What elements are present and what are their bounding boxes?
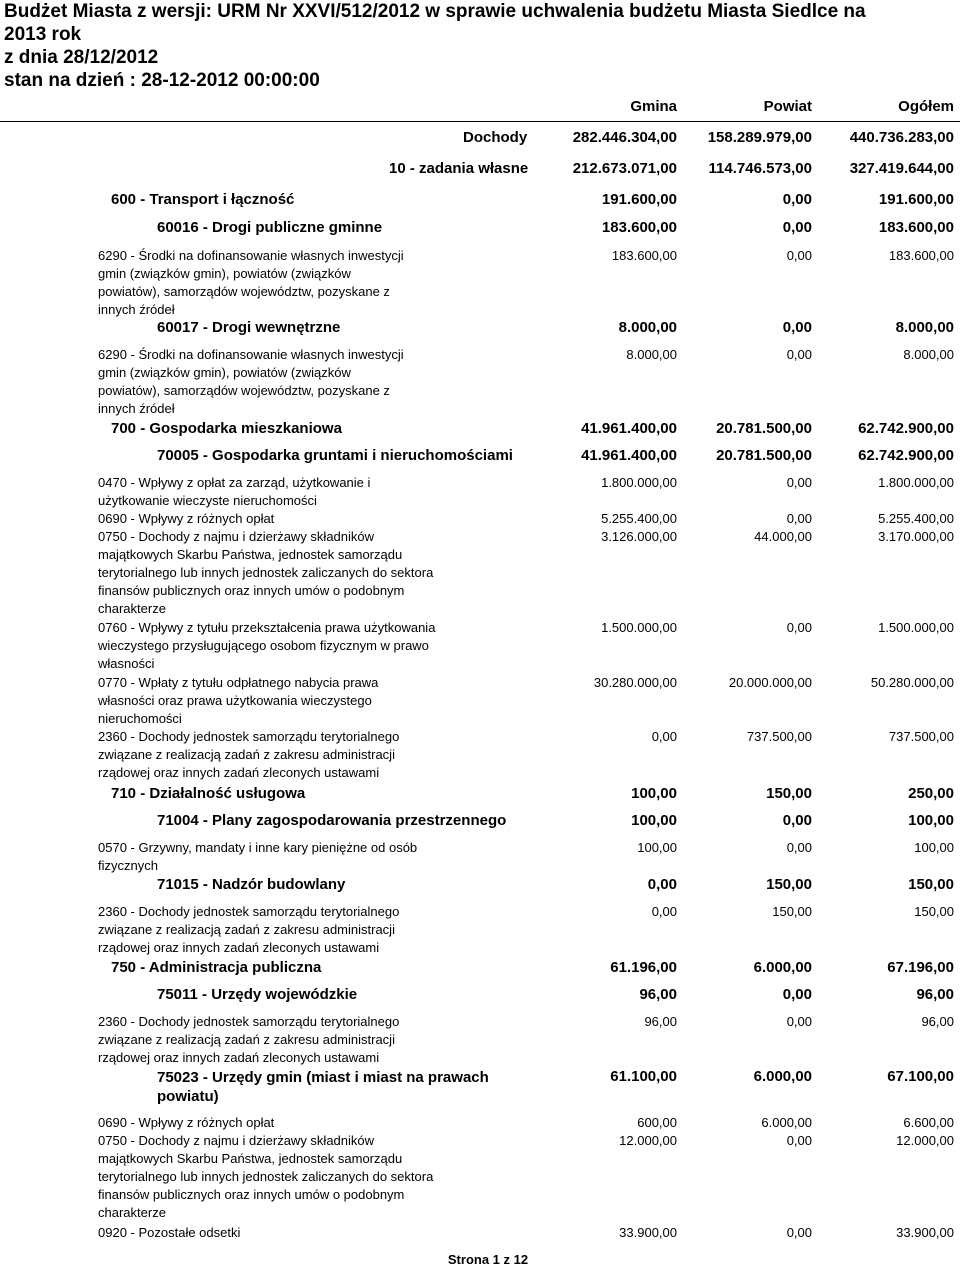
rozdzial-70005-ogolem: 62.742.900,00 (858, 447, 954, 464)
paragraf-0690b-ogolem: 6.600,00 (903, 1115, 954, 1130)
paragraf-0760-powiat: 0,00 (786, 620, 812, 635)
rozdzial-71015-gmina: 0,00 (647, 876, 677, 893)
paragraf-0570-powiat: 0,00 (786, 840, 812, 855)
paragraf-0750b-ogolem: 12.000,00 (896, 1133, 954, 1148)
dzial-700-powiat: 20.781.500,00 (716, 420, 812, 437)
dzial-750-powiat: 6.000,00 (753, 959, 812, 976)
paragraf-0570-label: 0570 - Grzywny, mandaty i inne kary pieniężne od osób fizycznych (98, 840, 418, 873)
rozdzial-60017-powiat: 0,00 (782, 319, 812, 336)
dzial-700-gmina: 41.961.400,00 (581, 420, 677, 437)
paragraf-0690a-gmina: 5.255.400,00 (601, 511, 677, 526)
rozdzial-75011-gmina: 96,00 (639, 986, 677, 1003)
paragraf-0770-powiat: 20.000.000,00 (728, 675, 812, 690)
paragraf-6290b-powiat: 0,00 (786, 347, 812, 362)
dzial-750-label: 750 - Administracja publiczna (111, 959, 322, 976)
rozdzial-75023-gmina: 61.100,00 (610, 1068, 677, 1085)
paragraf-0750a-ogolem: 3.170.000,00 (878, 529, 954, 544)
paragraf-2360c-gmina: 96,00 (644, 1014, 677, 1029)
rozdzial-60016-label: 60016 - Drogi publiczne gminne (157, 219, 383, 236)
document-title (4, 0, 866, 92)
summary-zadania-ogolem: 327.419.644,00 (849, 160, 954, 177)
paragraf-0690a-ogolem: 5.255.400,00 (878, 511, 954, 526)
column-header-ogolem: Ogółem (898, 98, 954, 115)
paragraf-2360c-label: 2360 - Dochody jednostek samorządu terytorialnego związane z realizacją zadań z zakresu administracji rządowej oraz innych zadań zleconych ustawami (98, 1014, 400, 1065)
paragraf-0690b-powiat: 6.000,00 (761, 1115, 812, 1130)
paragraf-0470-powiat: 0,00 (786, 475, 812, 490)
paragraf-2360a-label: 2360 - Dochody jednostek samorządu terytorialnego związane z realizacją zadań z zakresu administracji rządowej oraz innych zadań zleconych ustawami (98, 729, 400, 780)
paragraf-2360c-ogolem: 96,00 (921, 1014, 954, 1029)
paragraf-2360b-powiat: 150,00 (772, 904, 812, 919)
dzial-710-gmina: 100,00 (631, 785, 677, 802)
paragraf-2360a-gmina: 0,00 (651, 729, 677, 744)
paragraf-0570-ogolem: 100,00 (914, 840, 954, 855)
rozdzial-70005-powiat: 20.781.500,00 (716, 447, 812, 464)
rozdzial-60016-ogolem: 183.600,00 (878, 219, 954, 236)
rozdzial-60016-powiat: 0,00 (782, 219, 812, 236)
rozdzial-75011-ogolem: 96,00 (916, 986, 954, 1003)
dzial-750-ogolem: 67.196,00 (887, 959, 954, 976)
page-footer (0, 1252, 960, 1267)
paragraf-0690b-gmina: 600,00 (637, 1115, 677, 1130)
dzial-700-ogolem: 62.742.900,00 (858, 420, 954, 437)
title-line-3: z dnia 28/12/2012 (4, 47, 159, 68)
summary-dochody-ogolem: 440.736.283,00 (849, 129, 954, 146)
paragraf-0750a-powiat: 44.000,00 (754, 529, 812, 544)
paragraf-6290a-gmina: 183.600,00 (611, 248, 677, 263)
paragraf-0760-label: 0760 - Wpływy z tytułu przekształcenia prawa użytkowania wieczystego przysługującego osobom fizycznym w prawo własności (98, 620, 436, 671)
rozdzial-71004-powiat: 0,00 (782, 812, 812, 829)
summary-dochody-powiat: 158.289.979,00 (707, 129, 812, 146)
column-header-gmina: Gmina (630, 98, 677, 115)
rozdzial-71004-ogolem: 100,00 (908, 812, 954, 829)
title-line-4: stan na dzień : 28-12-2012 00:00:00 (4, 70, 320, 91)
paragraf-0770-gmina: 30.280.000,00 (593, 675, 677, 690)
dzial-600-label: 600 - Transport i łączność (111, 191, 295, 208)
rozdzial-75023-ogolem: 67.100,00 (887, 1068, 954, 1085)
paragraf-0920-ogolem: 33.900,00 (896, 1225, 954, 1240)
paragraf-0760-gmina: 1.500.000,00 (601, 620, 677, 635)
rozdzial-60017-ogolem: 8.000,00 (895, 319, 954, 336)
title-line-1: Budżet Miasta z wersji: URM Nr XXVI/512/2012 w sprawie uchwalenia budżetu Miasta Siedlce na (4, 1, 866, 22)
paragraf-0690a-label: 0690 - Wpływy z różnych opłat (98, 511, 275, 526)
paragraf-0570-gmina: 100,00 (637, 840, 677, 855)
paragraf-0470-label: 0470 - Wpływy z opłat za zarząd, użytkowanie i użytkowanie wieczyste nieruchomości (98, 475, 371, 508)
title-line-2: 2013 rok (4, 24, 82, 45)
page-number: Strona 1 z 12 (447, 1252, 529, 1267)
paragraf-6290a-powiat: 0,00 (786, 248, 812, 263)
paragraf-0750b-label: 0750 - Dochody z najmu i dzierżawy składników majątkowych Skarbu Państwa, jednostek samorządu terytorialnego lub innych jednostek zaliczanych do sektora finansów publicznych oraz innych umów o podobnym charakterze (98, 1133, 434, 1220)
dzial-710-label: 710 - Działalność usługowa (111, 785, 306, 802)
dzial-750-gmina: 61.196,00 (610, 959, 677, 976)
paragraf-0920-label: 0920 - Pozostałe odsetki (98, 1225, 241, 1240)
paragraf-0750a-gmina: 3.126.000,00 (601, 529, 677, 544)
rozdzial-60017-gmina: 8.000,00 (618, 319, 677, 336)
paragraf-0690a-powiat: 0,00 (786, 511, 812, 526)
paragraf-0920-gmina: 33.900,00 (619, 1225, 677, 1240)
paragraf-6290b-gmina: 8.000,00 (626, 347, 677, 362)
rozdzial-71015-ogolem: 150,00 (908, 876, 954, 893)
paragraf-2360b-label: 2360 - Dochody jednostek samorządu terytorialnego związane z realizacją zadań z zakresu administracji rządowej oraz innych zadań zleconych ustawami (98, 904, 400, 955)
dzial-700-label: 700 - Gospodarka mieszkaniowa (111, 420, 342, 437)
paragraf-2360b-gmina: 0,00 (651, 904, 677, 919)
paragraf-2360b-ogolem: 150,00 (914, 904, 954, 919)
paragraf-2360c-powiat: 0,00 (786, 1014, 812, 1029)
summary-zadania-gmina: 212.673.071,00 (572, 160, 677, 177)
paragraf-2360a-ogolem: 737.500,00 (888, 729, 954, 744)
paragraf-0750b-gmina: 12.000,00 (619, 1133, 677, 1148)
rozdzial-71004-gmina: 100,00 (631, 812, 677, 829)
paragraf-6290a-ogolem: 183.600,00 (888, 248, 954, 263)
dzial-710-powiat: 150,00 (766, 785, 812, 802)
rozdzial-75023-powiat: 6.000,00 (753, 1068, 812, 1085)
summary-zadania-label: 10 - zadania własne (389, 160, 529, 177)
paragraf-0920-powiat: 0,00 (786, 1225, 812, 1240)
paragraf-0770-ogolem: 50.280.000,00 (870, 675, 954, 690)
paragraf-0690b-label: 0690 - Wpływy z różnych opłat (98, 1115, 275, 1130)
rozdzial-75011-powiat: 0,00 (782, 986, 812, 1003)
dzial-600-gmina: 191.600,00 (601, 191, 677, 208)
dzial-600-powiat: 0,00 (782, 191, 812, 208)
rozdzial-75023-label: 75023 - Urzędy gmin (miast i miast na prawach powiatu) (157, 1069, 489, 1105)
rozdzial-70005-label: 70005 - Gospodarka gruntami i nieruchomościami (157, 447, 513, 464)
summary-zadania-powiat: 114.746.573,00 (708, 160, 812, 177)
header-divider (0, 121, 960, 122)
paragraf-6290b-label: 6290 - Środki na dofinansowanie własnych inwestycji gmin (związków gmin), powiatów (związków powiatów), samorządów województw, pozyskane z innych źródeł (98, 347, 404, 416)
paragraf-0760-ogolem: 1.500.000,00 (878, 620, 954, 635)
summary-dochody-gmina: 282.446.304,00 (572, 129, 677, 146)
column-header-powiat: Powiat (763, 98, 812, 115)
paragraf-0470-gmina: 1.800.000,00 (601, 475, 677, 490)
dzial-710-ogolem: 250,00 (908, 785, 954, 802)
rozdzial-75011-label: 75011 - Urzędy wojewódzkie (157, 986, 358, 1003)
paragraf-0470-ogolem: 1.800.000,00 (878, 475, 954, 490)
paragraf-0750b-powiat: 0,00 (786, 1133, 812, 1148)
rozdzial-71015-label: 71015 - Nadzór budowlany (157, 876, 346, 893)
summary-dochody-label: Dochody (463, 129, 528, 146)
paragraf-0770-label: 0770 - Wpłaty z tytułu odpłatnego nabycia prawa własności oraz prawa użytkowania wieczystego nieruchomości (98, 675, 379, 726)
rozdzial-71004-label: 71004 - Plany zagospodarowania przestrzennego (157, 812, 507, 829)
dzial-600-ogolem: 191.600,00 (878, 191, 954, 208)
paragraf-6290b-ogolem: 8.000,00 (903, 347, 954, 362)
paragraf-6290a-label: 6290 - Środki na dofinansowanie własnych inwestycji gmin (związków gmin), powiatów (związków powiatów), samorządów województw, pozyskane z innych źródeł (98, 248, 404, 317)
rozdzial-71015-powiat: 150,00 (766, 876, 812, 893)
rozdzial-60016-gmina: 183.600,00 (601, 219, 677, 236)
rozdzial-60017-label: 60017 - Drogi wewnętrzne (157, 319, 341, 336)
rozdzial-70005-gmina: 41.961.400,00 (581, 447, 677, 464)
paragraf-2360a-powiat: 737.500,00 (746, 729, 812, 744)
paragraf-0750a-label: 0750 - Dochody z najmu i dzierżawy składników majątkowych Skarbu Państwa, jednostek samorządu terytorialnego lub innych jednostek zaliczanych do sektora finansów publicznych oraz innych umów o podobnym charakterze (98, 529, 434, 616)
